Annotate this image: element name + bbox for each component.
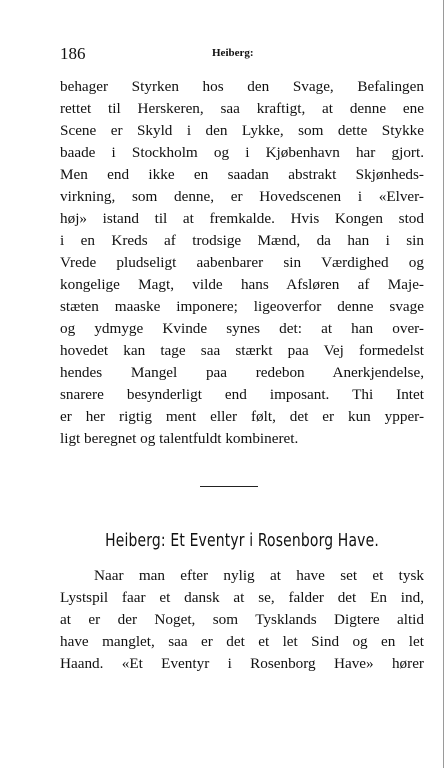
text-line: er her rigtig ment eller følt, det er kun ypper- bbox=[60, 408, 424, 425]
text-line: og ydmyge Kvinde synes det: at han over- bbox=[60, 320, 424, 337]
text-line: Haand. «Et Eventyr i Rosenborg Have» hører bbox=[60, 655, 424, 672]
text-line: snarere besynderligt end imposant. Thi Intet bbox=[60, 386, 424, 403]
text-line: stæten maaske imponere; ligeoverfor denne svage bbox=[60, 298, 424, 315]
text-line: kongelige Magt, vilde hans Afsløren af Maje- bbox=[60, 276, 424, 293]
text-line: behager Styrken hos den Svage, Befalingen bbox=[60, 78, 424, 95]
section-divider bbox=[200, 486, 258, 487]
page-header bbox=[60, 44, 430, 66]
section-paragraph bbox=[60, 565, 424, 675]
text-line: Naar man efter nylig at have set et tysk bbox=[94, 567, 424, 584]
text-line: Men end ikke en saadan abstrakt Skjønheds- bbox=[60, 166, 424, 183]
text-line: ligt beregnet og talentfuldt kombineret. bbox=[60, 430, 299, 447]
text-line: høj» istand til at fremkalde. Hvis Kongen stod bbox=[60, 210, 424, 227]
text-line: i en Kreds af trodsige Mænd, da han i sin bbox=[60, 232, 424, 249]
text-line: virkning, som denne, er Hovedscenen i «Elver- bbox=[60, 188, 424, 205]
body-paragraph bbox=[60, 76, 424, 450]
text-line: hendes Mangel paa redebon Anerkjendelse, bbox=[60, 364, 424, 381]
text-line: Scene er Skyld i den Lykke, som dette Stykke bbox=[60, 122, 424, 139]
section-heading: Heiberg: Et Eventyr i Rosenborg Have. bbox=[105, 530, 379, 551]
page-edge-line bbox=[443, 0, 444, 768]
text-line: have manglet, saa er det et let Sind og en let bbox=[60, 633, 424, 650]
text-line: Vrede pludseligt aabenbarer sin Værdighed og bbox=[60, 254, 424, 271]
text-line: baade i Stockholm og i Kjøbenhavn har gjort. bbox=[60, 144, 424, 161]
text-line: at er der Noget, som Tysklands Digtere altid bbox=[60, 611, 424, 628]
text-line: rettet til Herskeren, saa kraftigt, at denne ene bbox=[60, 100, 424, 117]
running-head: Heiberg: bbox=[212, 47, 254, 59]
text-line: Lystspil faar et dansk at se, falder det En ind, bbox=[60, 589, 424, 606]
page-number: 186 bbox=[60, 44, 86, 63]
text-line: hovedet kan tage saa stærkt paa Vej formedelst bbox=[60, 342, 424, 359]
